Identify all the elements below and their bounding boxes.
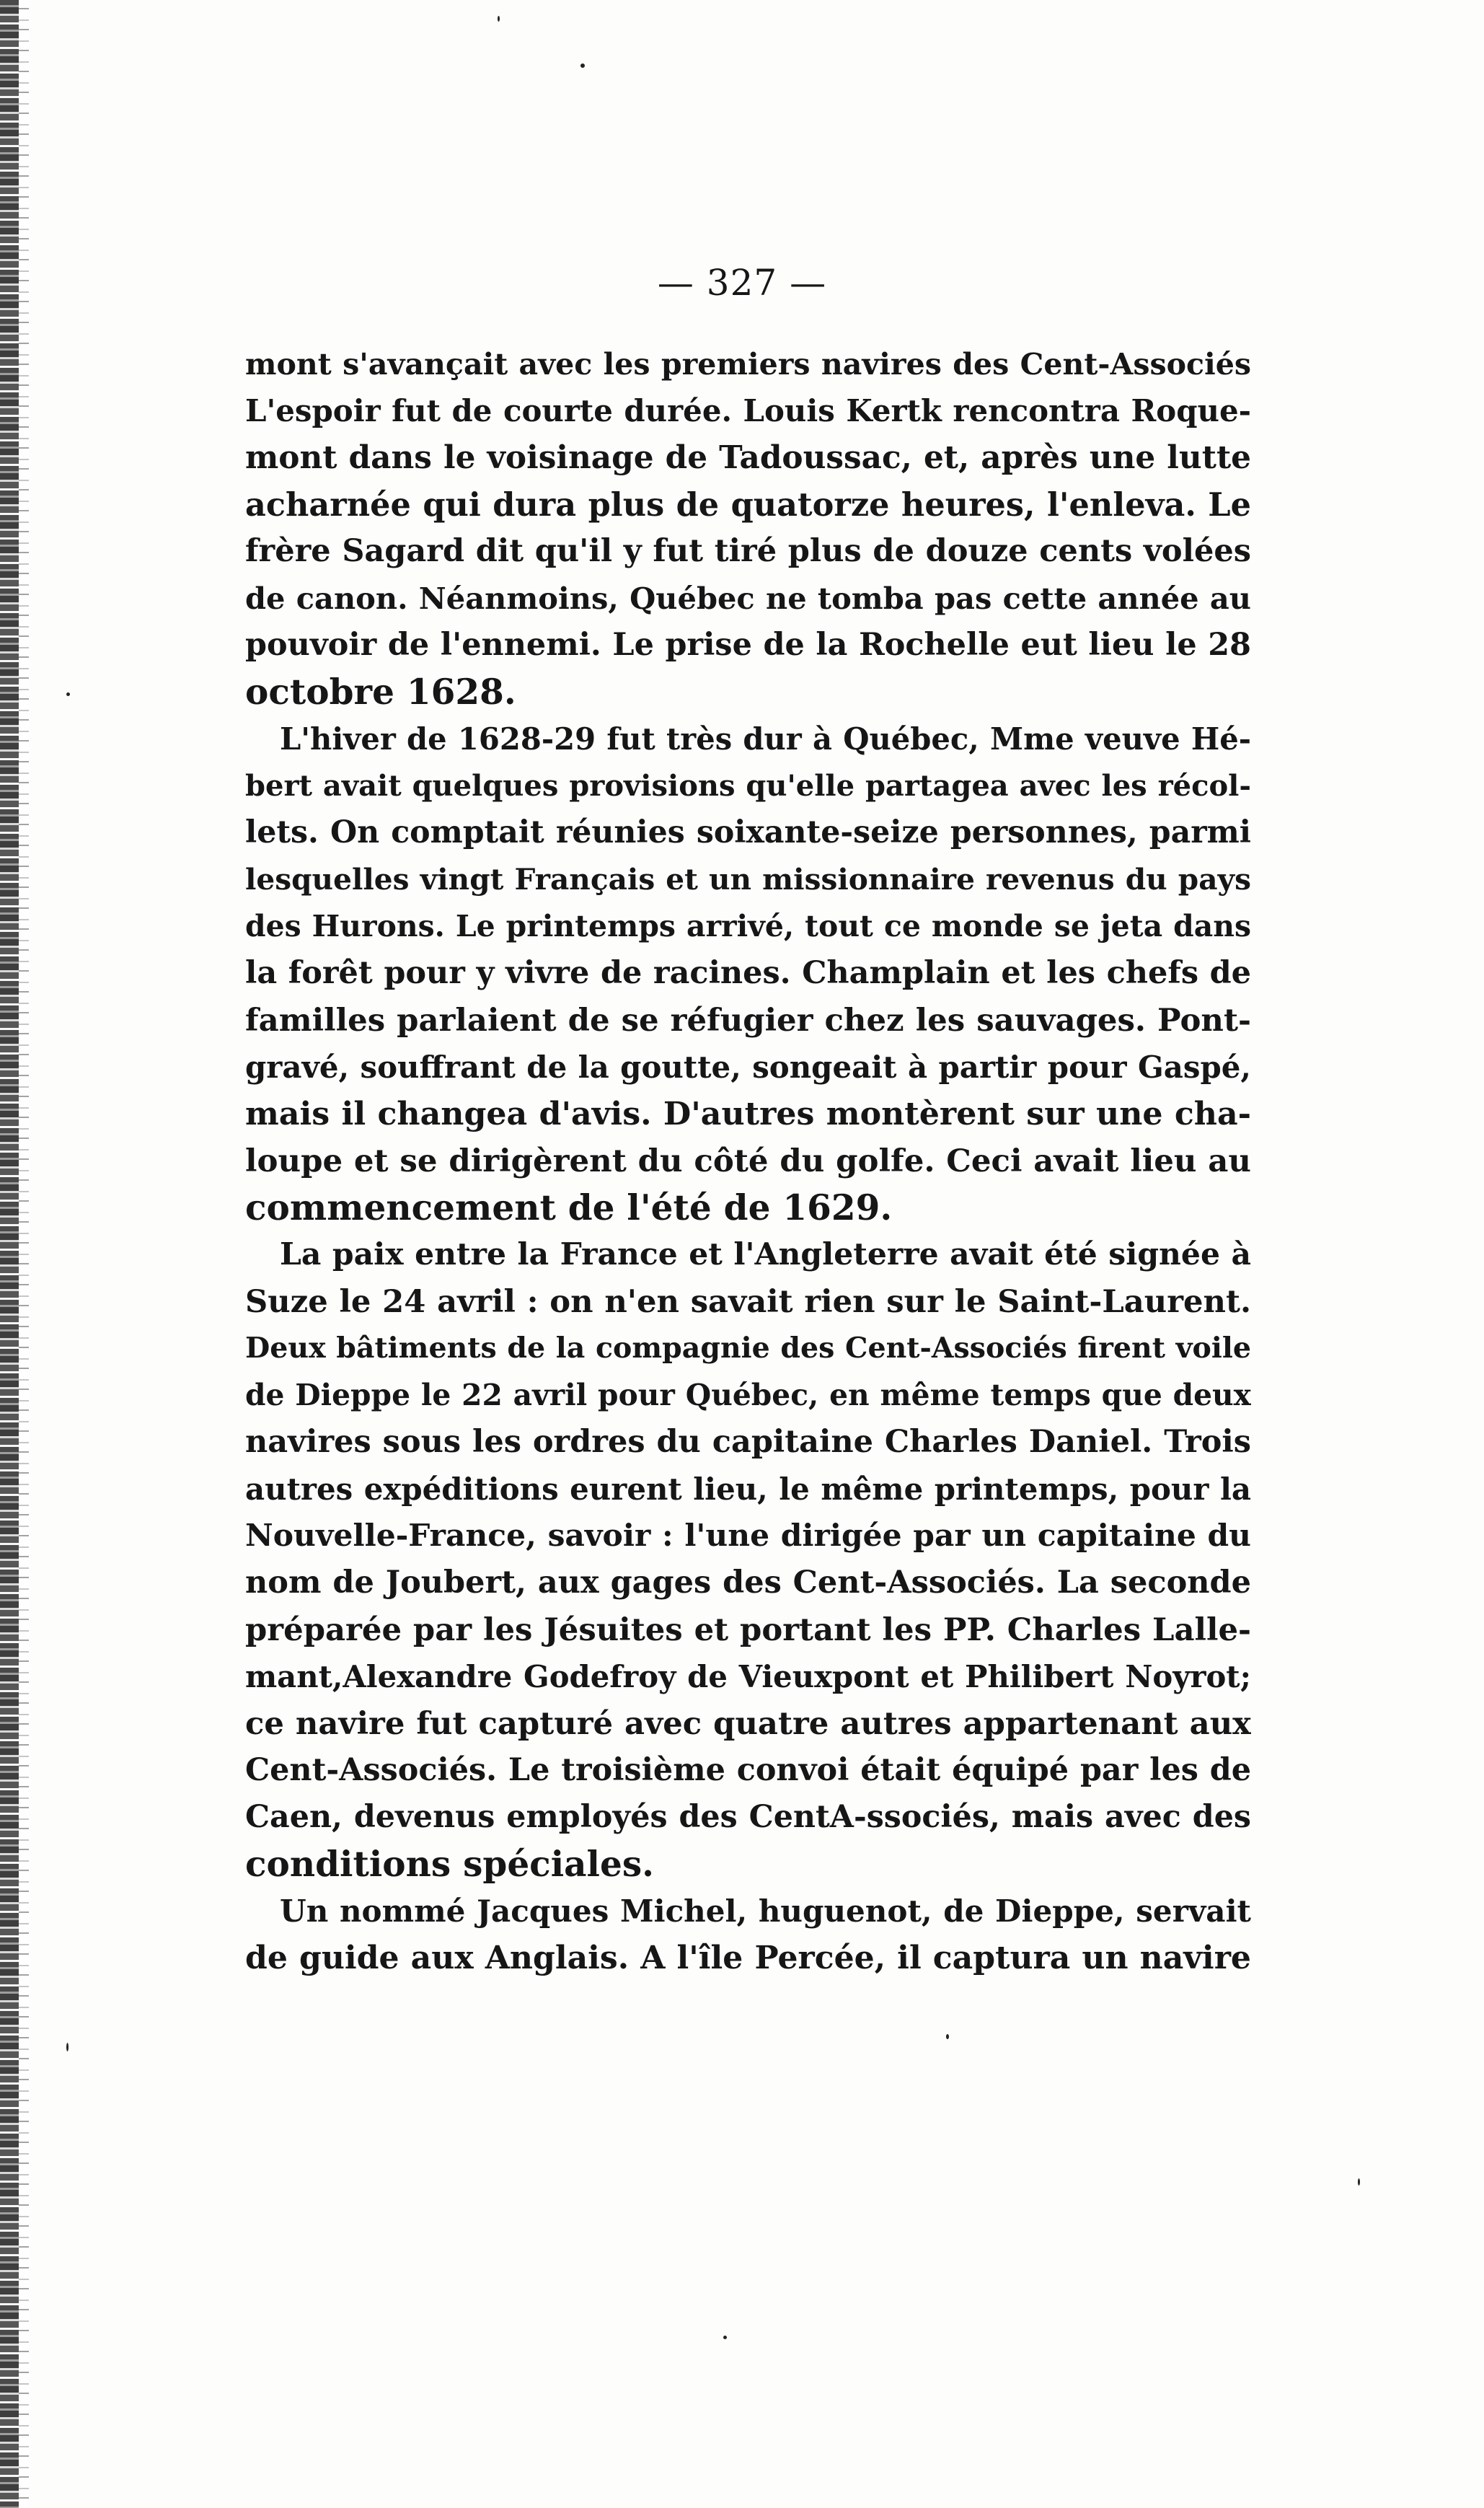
- text-line: Nouvelle-France, savoir : l'une dirigée par un capitaine du: [245, 1518, 1251, 1554]
- binding-shadow: [19, 0, 29, 2508]
- text-line: acharnée qui dura plus de quatorze heures, l'enleva. Le: [245, 485, 1251, 524]
- text-line: des Hurons. Le printemps arrivé, tout ce monde se jeta dans: [245, 909, 1251, 943]
- text-line: lets. On comptait réunies soixante-seize personnes, parmi: [245, 814, 1251, 850]
- text-line: frère Sagard dit qu'il y fut tiré plus de douze cents volées: [245, 533, 1251, 569]
- ink-speck: [723, 2336, 727, 2339]
- ink-speck: [946, 2034, 949, 2039]
- text-line: Deux bâtiments de la compagnie des Cent-Associés firent voile: [245, 1332, 1251, 1365]
- text-line: conditions spéciales.: [245, 1844, 655, 1885]
- text-line: pouvoir de l'ennemi. Le prise de la Rochelle eut lieu le 28: [245, 627, 1251, 663]
- text-line: ce navire fut capturé avec quatre autres appartenant aux: [245, 1705, 1251, 1742]
- text-line: octobre 1628.: [245, 672, 516, 713]
- text-line: préparée par les Jésuites et portant les PP. Charles Lalle-: [245, 1611, 1251, 1648]
- text-line: de Dieppe le 22 avril pour Québec, en même temps que deux: [245, 1378, 1251, 1412]
- text-line: lesquelles vingt Français et un missionnaire revenus du pays: [245, 862, 1251, 897]
- text-line: loupe et se dirigèrent du côté du golfe. Ceci avait lieu au: [245, 1143, 1251, 1179]
- text-line: bert avait quelques provisions qu'elle partagea avec les récol-: [245, 769, 1251, 803]
- text-line: nom de Joubert, aux gages des Cent-Associés. La seconde: [245, 1565, 1251, 1601]
- text-line: commencement de l'été de 1629.: [245, 1187, 893, 1228]
- text-line: Un nommé Jacques Michel, huguenot, de Dieppe, servait: [280, 1893, 1251, 1929]
- ink-speck: [66, 692, 70, 696]
- text-line: mont s'avançait avec les premiers navires des Cent-Associés: [245, 346, 1251, 382]
- text-line: Suze le 24 avril : on n'en savait rien sur le Saint-Laurent.: [245, 1283, 1251, 1320]
- text-line: de guide aux Anglais. A l'île Percée, il captura un navire: [245, 1940, 1251, 1976]
- text-line: mais il changea d'avis. D'autres montèrent sur une cha-: [245, 1095, 1251, 1132]
- text-line: L'hiver de 1628-29 fut très dur à Québec, Mme veuve Hé-: [280, 721, 1251, 757]
- text-line: autres expéditions eurent lieu, le même printemps, pour la: [245, 1471, 1251, 1507]
- text-line: mant,Alexandre Godefroy de Vieuxpont et Philibert Noyrot;: [245, 1659, 1251, 1694]
- ink-speck: [498, 16, 500, 22]
- text-line: gravé, souffrant de la goutte, songeait à partir pour Gaspé,: [245, 1050, 1251, 1085]
- body-text: [245, 340, 1251, 1981]
- text-line: Caen, devenus employés des CentA-ssociés, mais avec des: [245, 1799, 1251, 1835]
- ink-speck: [580, 63, 585, 68]
- binding-edge: [0, 0, 19, 2508]
- text-line: navires sous les ordres du capitaine Charles Daniel. Trois: [245, 1424, 1251, 1460]
- ink-speck: [1358, 2178, 1360, 2186]
- text-line: Cent-Associés. Le troisième convoi était équipé par les de: [245, 1752, 1251, 1788]
- page-number: — 327 —: [657, 262, 827, 304]
- text-line: mont dans le voisinage de Tadoussac, et, après une lutte: [245, 439, 1251, 476]
- text-line: de canon. Néanmoins, Québec ne tomba pas cette année au: [245, 581, 1251, 616]
- text-line: L'espoir fut de courte durée. Louis Kertk rencontra Roque-: [245, 393, 1251, 428]
- text-line: la forêt pour y vivre de racines. Champlain et les chefs de: [245, 955, 1251, 991]
- text-line: familles parlaient de se réfugier chez les sauvages. Pont-: [245, 1002, 1251, 1039]
- text-line: La paix entre la France et l'Angleterre avait été signée à: [280, 1236, 1251, 1272]
- ink-speck: [66, 2043, 69, 2051]
